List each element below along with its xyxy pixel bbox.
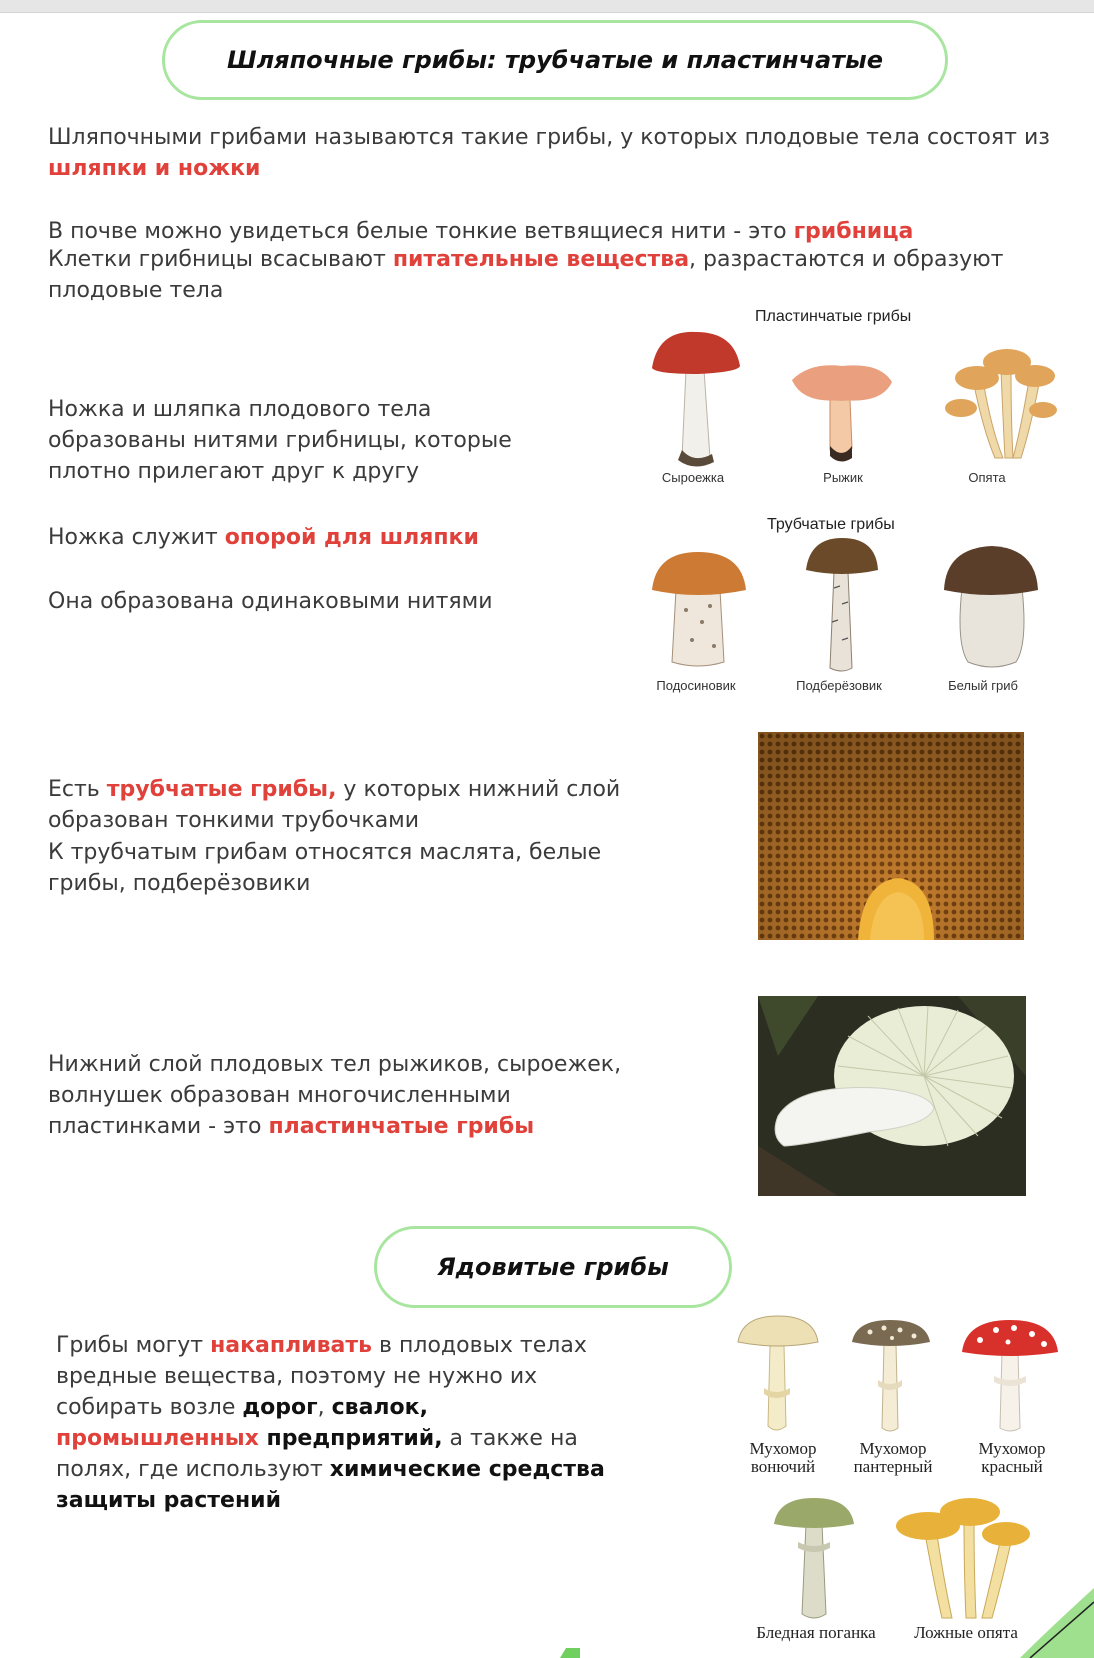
porcini-image: [942, 544, 1040, 670]
fly-agaric-image: [960, 1320, 1060, 1436]
intro-paragraph-2: В почве можно увидеться белые тонкие ветвящиеся нити - это грибница: [48, 219, 914, 244]
corner-decoration: [1010, 1588, 1094, 1658]
death-cap-image: [772, 1498, 856, 1624]
gilled-paragraph: Нижний слой плодовых тел рыжиков, сыроежек, волнушек образован многочисленными пластинками - это пластинчатые грибы: [48, 1052, 622, 1139]
caption-death-cap: Бледная поганка: [756, 1623, 876, 1642]
caption-fly-agaric: Мухомор красный: [978, 1439, 1046, 1476]
caption-saffron-milkcap: Рыжик: [823, 470, 863, 485]
intro-paragraph-1: Шляпочными грибами называются такие грибы, у которых плодовые тела состоят из шляпки и ножки: [48, 125, 1050, 181]
tubular-underside-photo: [758, 732, 1024, 940]
false-honey-fungus-image: [890, 1494, 1030, 1624]
caption-russula: Сыроежка: [661, 470, 725, 485]
figure-tube-title: Трубчатые грибы: [767, 516, 895, 533]
caption-birch-bolete: Подберёзовик: [796, 678, 882, 693]
top-bar: [0, 0, 1094, 13]
poisonous-section-title: [374, 1226, 732, 1308]
intro-paragraph-3: Клетки грибницы всасывают питательные вещества, разрастаются и образуют плодовые тела: [48, 247, 1004, 303]
stinking-amanita-image: [734, 1316, 820, 1436]
caption-false-honey-fungus: Ложные опята: [914, 1623, 1018, 1642]
stem-support-paragraph: Ножка служит опорой для шляпки: [48, 525, 479, 550]
threads-paragraph: Она образована одинаковыми нитями: [48, 589, 493, 614]
poisonous-section-title-text: Ядовитые грибы: [437, 1253, 669, 1281]
caption-honey-fungus: Опята: [968, 470, 1006, 485]
tubular-paragraph: Есть трубчатые грибы, у которых нижний слой образован тонкими трубочками: [48, 777, 621, 833]
highlight-nutrients: питательные вещества: [392, 247, 690, 272]
highlight-support: опорой для шляпки: [224, 525, 479, 550]
highlight-industrial: промышленных: [56, 1426, 259, 1451]
highlight-gilled: пластинчатые грибы: [268, 1114, 535, 1139]
page-title: [162, 20, 948, 100]
caption-porcini: Белый гриб: [948, 678, 1018, 693]
aspen-bolete-image: [650, 550, 748, 670]
stem-cap-paragraph: Ножка и шляпка плодового тела образованы нитями грибницы, которые плотно прилегают друг к другу: [48, 397, 512, 484]
figure-plate-title: Пластинчатые грибы: [755, 308, 912, 325]
highlight-tubular: трубчатые грибы,: [106, 777, 337, 802]
caption-stinking-amanita: Мухомор вонючий: [749, 1439, 817, 1476]
caption-aspen-bolete: Подосиновик: [656, 678, 736, 693]
poisonous-paragraph: Грибы могут накапливать в плодовых телах вредные вещества, поэтому не нужно их собирать возле дорог, свалок, промышленных предприятий, а также на полях, где используют химические средства защиты растений: [56, 1333, 605, 1513]
highlight-mycelium: грибница: [793, 219, 914, 244]
tubular-examples-paragraph: К трубчатым грибам относятся маслята, белые грибы, подберёзовики: [48, 840, 602, 896]
bottom-marker: [560, 1648, 580, 1658]
highlight-cap-stem: шляпки и ножки: [48, 156, 261, 181]
russula-image: [648, 330, 743, 470]
highlight-accumulate: накапливать: [210, 1333, 373, 1358]
birch-bolete-image: [802, 538, 882, 678]
honey-fungus-image: [943, 340, 1058, 468]
gilled-underside-photo: [758, 996, 1026, 1196]
panther-amanita-image: [850, 1320, 932, 1436]
page-title-text: Шляпочные грибы: трубчатые и пластинчатые: [226, 46, 884, 74]
caption-panther-amanita: Мухомор пантерный: [853, 1439, 933, 1476]
saffron-milkcap-image: [790, 362, 895, 462]
